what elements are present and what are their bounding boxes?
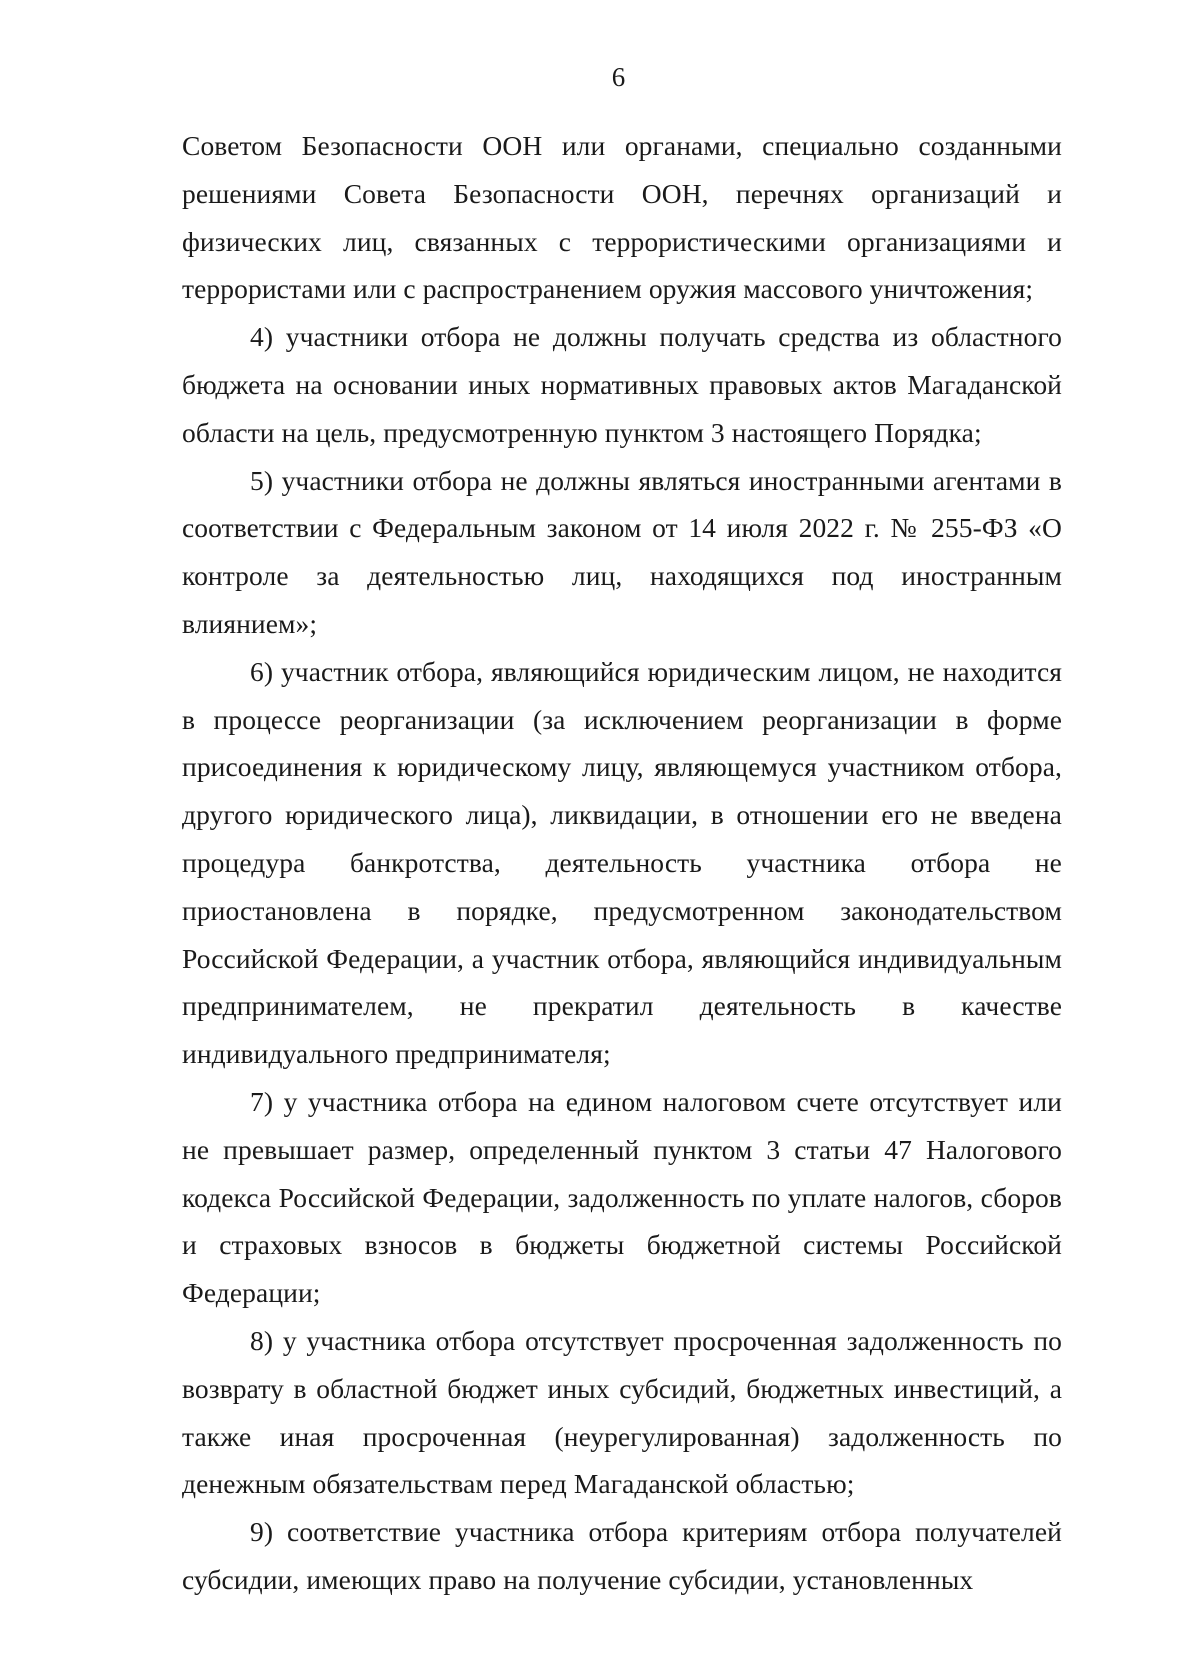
document-body (182, 122, 1062, 1604)
list-item-9: 9) соответствие участника отбора критериям отбора получателей субсидии, имеющих право на получение субсидии, установленных (182, 1516, 1062, 1595)
list-item-8: 8) у участника отбора отсутствует просроченная задолженность по возврату в областной бюджет иных субсидий, бюджетных инвестиций, а также иная просроченная (неурегулированная) задолженность по денежным обязательствам перед Магаданской областью; (182, 1324, 1062, 1500)
list-item-4: 4) участники отбора не должны получать средства из областного бюджета на основании иных нормативных правовых актов Магаданской области на цель, предусмотренную пунктом 3 настоящего Порядка; (182, 321, 1062, 448)
list-item-6: 6) участник отбора, являющийся юридическим лицом, не находится в процессе реорганизации (за исключением реорганизации в форме присоединения к юридическому лицу, являющемуся участником отбора, другого юридического лица), ликвидации, в отношении его не введена процедура банкротства, деятельность участника отбора не приостановлена в порядке, предусмотренном законодательством Российской Федерации, а участник отбора, являющийся индивидуальным предпринимателем, не прекратил деятельность в качестве индивидуального предпринимателя; (182, 655, 1062, 1070)
page-number: 6 (611, 62, 626, 92)
paragraph-continuation: Советом Безопасности ООН или органами, специально созданными решениями Совета Безопасности ООН, перечнях организаций и физических лиц, связанных с террористическими организациями и террористами или с распространением оружия массового уничтожения; (182, 130, 1062, 305)
list-item-7: 7) у участника отбора на едином налоговом счете отсутствует или не превышает размер, определенный пунктом 3 статьи 47 Налогового кодекса Российской Федерации, задолженность по уплате налогов, сборов и страховых взносов в бюджеты бюджетной системы Российской Федерации; (182, 1085, 1062, 1309)
list-item-5: 5) участники отбора не должны являться иностранными агентами в соответствии с Федеральным законом от 14 июля 2022 г. № 255-ФЗ «О контроле за деятельностью лиц, находящихся под иностранным влиянием»; (182, 464, 1062, 639)
